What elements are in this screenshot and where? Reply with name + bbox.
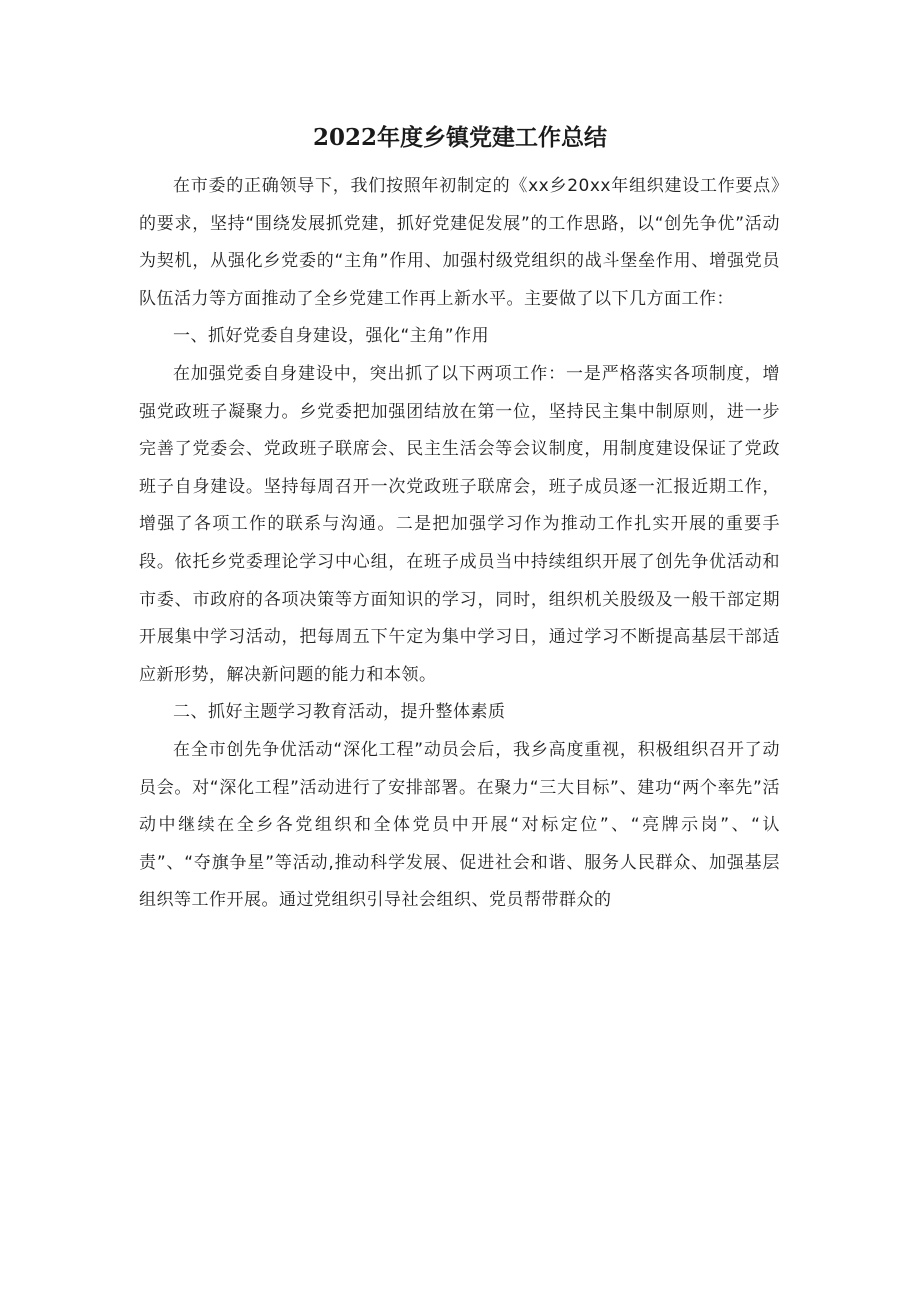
section-2-paragraph: 在全市创先争优活动“深化工程”动员会后，我乡高度重视，积极组织召开了动员会。对“深化工程”活动进行了安排部署。在聚力“三大目标”、建功“两个率先”活动中继续在全乡各党组织和全体党员中开展“对标定位”、“亮牌示岗”、“认责”、“夺旗争星”等活动,推动科学发展、促进社会和谐、服务人民群众、加强基层组织等工作开展。通过党组织引导社会组织、党员帮带群众的 [139, 739, 780, 911]
document-body [139, 168, 780, 920]
intro-paragraph: 在市委的正确领导下，我们按照年初制定的《xx乡20xx年组织建设工作要点》的要求，坚持“围绕发展抓党建，抓好党建促发展”的工作思路，以“创先争优”活动为契机，从强化乡党委的“主角”作用、加强村级党组织的战斗堡垒作用、增强党员队伍活力等方面推动了全乡党建工作再上新水平。主要做了以下几方面工作： [139, 176, 780, 309]
section-heading-1: 一、抓好党委自身建设，强化“主角”作用 [173, 326, 490, 347]
section-1-paragraph: 在加强党委自身建设中，突出抓了以下两项工作：一是严格落实各项制度，增强党政班子凝聚力。乡党委把加强团结放在第一位，坚持民主集中制原则，进一步完善了党委会、党政班子联席会、民主生活会等会议制度，用制度建设保证了党政班子自身建设。坚持每周召开一次党政班子联席会，班子成员逐一汇报近期工作，增强了各项工作的联系与沟通。二是把加强学习作为推动工作扎实开展的重要手段。依托乡党委理论学习中心组，在班子成员当中持续组织开展了创先争优活动和市委、市政府的各项决策等方面知识的学习，同时，组织机关股级及一般干部定期开展集中学习活动，把每周五下午定为集中学习日，通过学习不断提高基层干部适应新形势，解决新问题的能力和本领。 [139, 363, 780, 685]
section-heading-2: 二、抓好主题学习教育活动，提升整体素质 [173, 702, 506, 723]
document-title: 2022年度乡镇党建工作总结 [312, 124, 607, 151]
